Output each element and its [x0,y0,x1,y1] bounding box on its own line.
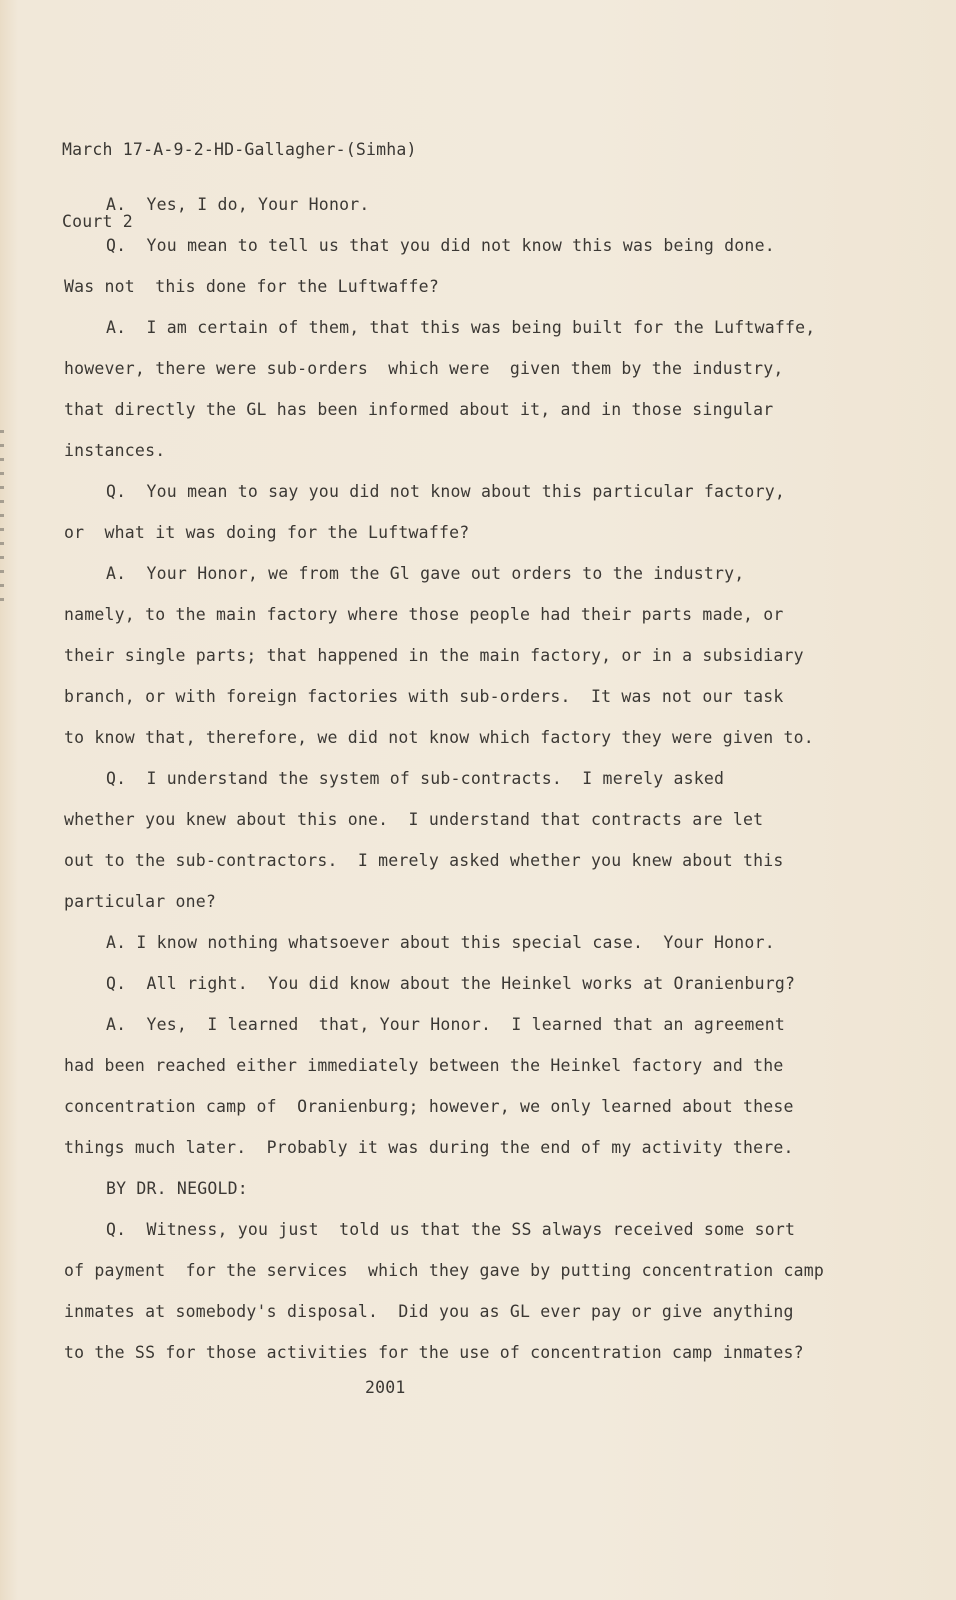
transcript-line: whether you knew about this one. I understand that contracts are let [64,810,764,829]
transcript-line: or what it was doing for the Luftwaffe? [64,523,470,542]
transcript-line: instances. [64,441,166,460]
transcript-line: to the SS for those activities for the use of concentration camp inmates? [64,1343,804,1362]
transcript-line: inmates at somebody's disposal. Did you as GL ever pay or give anything [64,1302,794,1321]
transcript-line: that directly the GL has been informed about it, and in those singular [64,400,774,419]
transcript-line: branch, or with foreign factories with sub-orders. It was not our task [64,687,784,706]
transcript-line: A. Yes, I do, Your Honor. [106,195,370,214]
transcript-line: to know that, therefore, we did not know which factory they were given to. [64,728,814,747]
transcript-line: Q. You mean to tell us that you did not know this was being done. [106,236,775,255]
transcript-line: Was not this done for the Luftwaffe? [64,277,439,296]
header-court: Court 2 [62,212,133,231]
transcript-line: things much later. Probably it was during the end of my activity there. [64,1138,794,1157]
transcript-line: A. I know nothing whatsoever about this special case. Your Honor. [106,933,775,952]
transcript-line: Q. I understand the system of sub-contracts. I merely asked [106,769,725,788]
transcript-line: A. Your Honor, we from the Gl gave out orders to the industry, [106,564,745,583]
transcript-line: of payment for the services which they gave by putting concentration camp [64,1261,825,1280]
transcript-line: BY DR. NEGOLD: [106,1179,248,1198]
binding-edge-marks [0,430,4,610]
transcript-line: Q. All right. You did know about the Heinkel works at Oranienburg? [106,974,796,993]
transcript-line: A. I am certain of them, that this was being built for the Luftwaffe, [106,318,816,337]
transcript-line: had been reached either immediately between the Heinkel factory and the [64,1056,784,1075]
transcript-line: particular one? [64,892,217,911]
transcript-line: however, there were sub-orders which were given them by the industry, [64,359,784,378]
transcript-line: concentration camp of Oranienburg; however, we only learned about these [64,1097,794,1116]
transcript-line: A. Yes, I learned that, Your Honor. I learned that an agreement [106,1015,785,1034]
transcript-line: their single parts; that happened in the main factory, or in a subsidiary [64,646,804,665]
transcript-line: namely, to the main factory where those people had their parts made, or [64,605,784,624]
transcript-line: Q. Witness, you just told us that the SS always received some sort [106,1220,796,1239]
transcript-line: Q. You mean to say you did not know about this particular factory, [106,482,785,501]
page-number: 2001 [365,1378,406,1397]
transcript-line: out to the sub-contractors. I merely asked whether you knew about this [64,851,784,870]
header-reference: March 17-A-9-2-HD-Gallagher-(Simha) [62,140,417,159]
